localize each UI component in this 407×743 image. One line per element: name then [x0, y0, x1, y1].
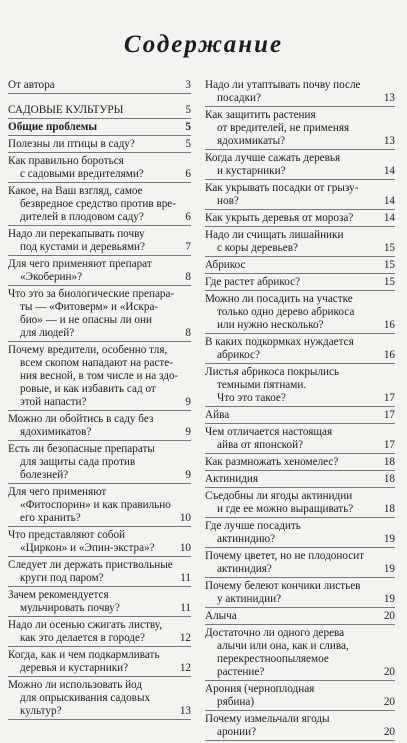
toc-page-number: 18: [383, 456, 395, 468]
toc-entry-text: аронии?: [217, 726, 257, 738]
toc-entry: [8, 155, 191, 183]
toc-entry: [8, 228, 191, 256]
toc-entry-text: Как укрывать посадки от грызу-: [205, 182, 359, 194]
toc-page-number: 20: [383, 666, 395, 678]
toc-page-number: 18: [383, 503, 395, 515]
toc-page-number: 3: [185, 79, 191, 91]
toc-entry-text: ядохимикатов?: [20, 426, 92, 438]
toc-entry-text: ядохимикаты?: [217, 135, 286, 147]
toc-entry-text: Надо ли счищать лишайники: [205, 229, 344, 241]
toc-entry: [8, 443, 191, 484]
toc-entry: [205, 366, 395, 407]
toc-entry-text: Какое, на Ваш взгляд, самое: [8, 185, 143, 197]
toc-entry: [8, 679, 191, 720]
toc-entry-text: Почему цветет, но не плодоносит: [205, 550, 365, 562]
toc-entry: [205, 683, 395, 711]
toc-page-number: 14: [383, 212, 395, 224]
toc-entry-text: культур?: [20, 705, 62, 717]
toc-entry-text: Алыча: [205, 610, 237, 622]
toc-entry-text: Где растет абрикос?: [205, 276, 301, 288]
toc-entry-text: Листья абрикоса покрылись: [205, 366, 340, 378]
toc-entry-text: Когда лучше сажать деревья: [205, 152, 341, 164]
toc-entry-text: Почему белеют кончики листьев: [205, 580, 361, 592]
toc-entry-text: и где ее можно выращивать?: [217, 503, 354, 515]
toc-entry: [205, 109, 395, 150]
toc-page-number: 5: [185, 104, 191, 116]
toc-page-number: 12: [179, 662, 191, 674]
toc-entry-text: био» — и не опасны ли они: [20, 314, 152, 326]
toc-page-number: 16: [383, 319, 395, 331]
toc-entry-text: для защиты сада против: [20, 456, 136, 468]
toc-entry-text: с садовыми вредителями?: [20, 168, 144, 180]
toc-page-number: 6: [185, 211, 191, 223]
toc-entry-text: Арония (черноплодная: [205, 683, 315, 695]
toc-entry-text: болезней?: [20, 469, 69, 481]
toc-entry-text: Полезны ли птицы в саду?: [8, 138, 135, 150]
toc-entry: [8, 138, 191, 153]
toc-entry-text: Когда, как и чем подкармливать: [8, 649, 160, 661]
toc-entry-text: растение?: [217, 666, 265, 678]
toc-entry: [8, 529, 191, 557]
toc-right-column: [205, 79, 395, 743]
toc-entry-text: нов?: [217, 195, 239, 207]
toc-page-number: 19: [383, 593, 395, 605]
toc-page-number: 14: [383, 165, 395, 177]
toc-page-number: 17: [383, 409, 395, 421]
toc-entry-text: как это делается в городе?: [20, 632, 145, 644]
toc-entry: [205, 490, 395, 518]
toc-entry: [205, 259, 395, 274]
toc-entry-text: Почему измельчали ягоды: [205, 713, 330, 725]
toc-entry-text: посадки?: [217, 92, 262, 104]
toc-entry-text: у актинидии?: [217, 593, 282, 605]
toc-entry-text: Айва: [205, 409, 230, 421]
toc-entry-text: «Циркон» и «Эпин-экстра»?: [20, 542, 155, 554]
toc-entry-text: для людей?: [20, 327, 75, 339]
toc-entry: [205, 610, 395, 625]
toc-entry: [8, 121, 191, 136]
toc-entry-text: мульчировать почву?: [20, 602, 120, 614]
toc-entry-text: перекрестноопыляемое: [217, 653, 329, 665]
toc-entry: [205, 520, 395, 548]
toc-entry: [8, 79, 191, 94]
toc-entry-text: этой напасти?: [20, 396, 87, 408]
toc-entry: [8, 104, 191, 119]
toc-page-number: 15: [383, 242, 395, 254]
toc-entry-text: темными пятнами.: [217, 379, 307, 391]
toc-entry-text: алычи или она, как и слива,: [217, 640, 349, 652]
toc-entry-text: ния весной, в том числе и на здо-: [20, 370, 179, 382]
toc-entry: [205, 713, 395, 741]
toc-page-number: 20: [383, 726, 395, 738]
toc-entry: [205, 426, 395, 454]
toc-entry-text: В каких подкормках нуждается: [205, 336, 354, 348]
toc-entry: [8, 413, 191, 441]
toc-entry-text: абрикос?: [217, 349, 260, 361]
toc-entry: [205, 276, 395, 291]
toc-entry-text: «Фитоспорин» и как правильно: [20, 499, 171, 511]
toc-page-number: 18: [383, 473, 395, 485]
toc-entry-text: Абрикос: [205, 259, 246, 271]
toc-entry-text: Как защитить растения: [205, 109, 316, 121]
toc-entry-text: Как размножать хеномелес?: [205, 456, 339, 468]
toc-page-number: 8: [185, 327, 191, 339]
toc-entry-text: актинидия?: [217, 563, 272, 575]
toc-page-number: 9: [185, 469, 191, 481]
toc-page-number: 6: [185, 168, 191, 180]
toc-entry-text: Актинидия: [205, 473, 259, 485]
toc-page-number: 19: [383, 533, 395, 545]
toc-page-number: 9: [185, 396, 191, 408]
toc-entry: [8, 185, 191, 226]
toc-page-number: 15: [383, 276, 395, 288]
toc-entry-text: всем скопом нападают на расте-: [20, 357, 173, 369]
toc-entry-text: айва от японской?: [217, 439, 304, 451]
toc-page-number: 10: [179, 542, 191, 554]
toc-entry-text: Достаточно ли одного дерева: [205, 627, 345, 639]
toc-entry: [8, 344, 191, 411]
toc-entry: [205, 229, 395, 257]
toc-entry-text: «Экоберин»?: [20, 271, 83, 283]
toc-entry: [205, 293, 395, 334]
toc-entry-text: Можно ли использовать йод: [8, 679, 143, 691]
toc-page-number: 8: [185, 271, 191, 283]
toc-entry-text: дителей в плодовом саду?: [20, 211, 144, 223]
toc-entry-text: для опрыскивания садовых: [20, 692, 151, 704]
toc-entry-text: Надо ли утаптывать почву после: [205, 79, 361, 91]
toc-entry-text: Как укрыть деревья от мороза?: [205, 212, 354, 224]
toc-entry-text: Съедобны ли ягоды актинидии: [205, 490, 353, 502]
toc-entry-text: круги под паром?: [20, 572, 104, 584]
toc-page-number: 15: [383, 259, 395, 271]
toc-page-number: 12: [179, 632, 191, 644]
toc-entry-text: актинидию?: [217, 533, 276, 545]
toc-entry: [205, 580, 395, 608]
toc-entry-text: безвредное средство против вре-: [20, 198, 177, 210]
toc-entry-text: рябина): [217, 696, 255, 708]
toc-page-number: 16: [383, 349, 395, 361]
toc-entry: [205, 473, 395, 488]
toc-entry-text: ровые, и как избавить сад от: [20, 383, 156, 395]
toc-page-number: 13: [383, 92, 395, 104]
toc-entry-text: от вредителей, не применяя: [217, 122, 350, 134]
toc-entry: [205, 182, 395, 210]
toc-entry-text: Можно ли посадить на участке: [205, 293, 353, 305]
toc-entry: [205, 550, 395, 578]
toc-entry: [205, 152, 395, 180]
toc-entry-text: От автора: [8, 79, 55, 91]
toc-entry-text: Зачем рекомендуется: [8, 589, 109, 601]
toc-entry-text: Надо ли перекапывать почву: [8, 228, 145, 240]
toc-entry-text: Что представляют собой: [8, 529, 126, 541]
toc-entry: [8, 649, 191, 677]
toc-page-number: 5: [185, 121, 191, 133]
toc-page-number: 11: [180, 572, 191, 584]
toc-page-number: 11: [180, 602, 191, 614]
toc-entry-text: Как правильно бороться: [8, 155, 124, 167]
toc-entry-text: Можно ли обойтись в саду без: [8, 413, 154, 425]
toc-entry-text: Чем отличается настоящая: [205, 426, 333, 438]
toc-entry-text: или нужно несколько?: [217, 319, 324, 331]
toc-page-number: 20: [383, 610, 395, 622]
toc-page-number: 19: [383, 563, 395, 575]
toc-page-number: 17: [383, 439, 395, 451]
toc-entry-text: Надо ли осенью сжигать листву,: [8, 619, 163, 631]
toc-entry-text: деревья и кустарники?: [20, 662, 129, 674]
toc-page-number: 13: [179, 705, 191, 717]
toc-page-number: 14: [383, 195, 395, 207]
toc-entry-text: Почему вредители, особенно тля,: [8, 344, 168, 356]
toc-entry: [8, 619, 191, 647]
toc-page-number: 13: [383, 135, 395, 147]
toc-page-number: 20: [383, 696, 395, 708]
toc-page-number: 7: [185, 241, 191, 253]
toc-entry-text: Следует ли держать приствольные: [8, 559, 173, 571]
toc-entry-text: Общие проблемы: [8, 121, 98, 133]
toc-entry-text: ты — «Фитоверм» и «Искра-: [20, 301, 159, 313]
toc-entry: [205, 409, 395, 424]
toc-entry-text: и кустарники?: [217, 165, 286, 177]
toc-left-column: [8, 79, 191, 722]
toc-page-number: 9: [185, 426, 191, 438]
toc-entry: [8, 559, 191, 587]
toc-entry: [205, 79, 395, 107]
toc-entry-text: Есть ли безопасные препараты: [8, 443, 155, 455]
toc-entry: [8, 589, 191, 617]
toc-entry: [8, 288, 191, 342]
toc-page-number: 17: [383, 392, 395, 404]
toc-page-number: 5: [185, 138, 191, 150]
toc-entry: [8, 486, 191, 527]
toc-entry: [205, 212, 395, 227]
toc-entry-text: Что это за биологические препара-: [8, 288, 175, 300]
toc-entry: [205, 456, 395, 471]
toc-entry-text: его хранить?: [20, 512, 81, 524]
toc-entry-text: Для чего применяют: [8, 486, 107, 498]
toc-page-number: 10: [179, 512, 191, 524]
toc-entry: [205, 336, 395, 364]
toc-entry-text: только одно дерево абрикоса: [217, 306, 355, 318]
toc-entry: [8, 258, 191, 286]
toc-entry-text: с коры деревьев?: [217, 242, 298, 254]
toc-entry: [205, 627, 395, 681]
toc-entry-text: Что это такое?: [217, 392, 286, 404]
toc-entry-text: под кустами и деревьями?: [20, 241, 146, 253]
toc-entry-text: Где лучше посадить: [205, 520, 301, 532]
toc-entry-text: Для чего применяют препарат: [8, 258, 152, 270]
toc-entry-text: САДОВЫЕ КУЛЬТУРЫ: [8, 104, 124, 116]
page-title: Содержание: [123, 31, 284, 58]
